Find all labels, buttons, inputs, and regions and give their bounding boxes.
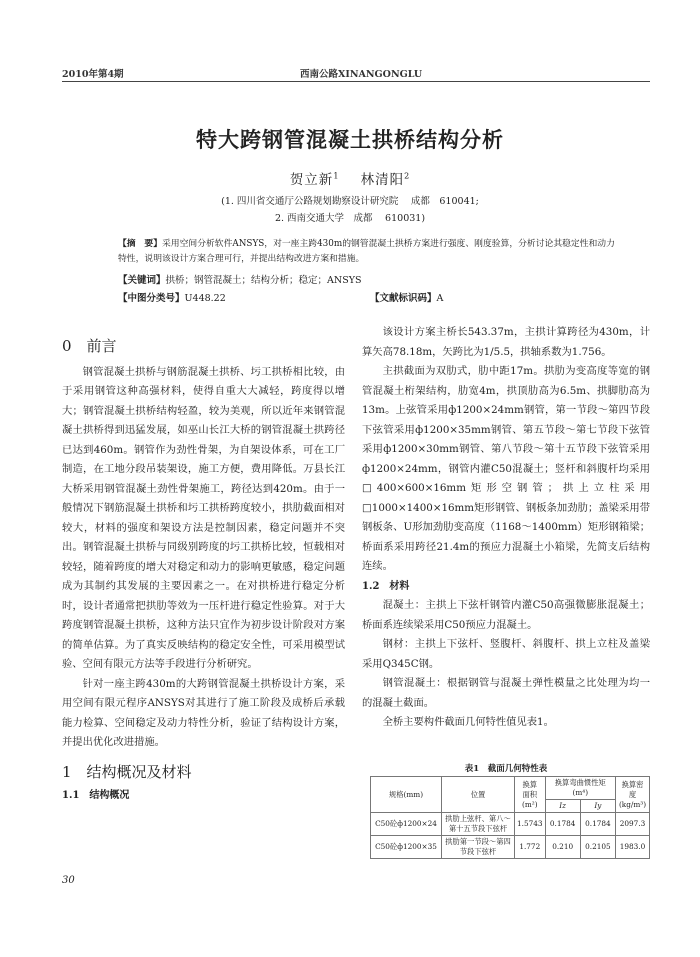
table-header-density [616, 777, 650, 813]
density-line-2: (kg/m³) [618, 799, 647, 809]
area-line-1: 换算 [522, 779, 538, 789]
doc-code-label: 【文献标识码】 [370, 293, 437, 304]
right-column [362, 323, 650, 733]
table-cell-density: 2097.3 [616, 813, 650, 836]
doc-code-value: A [436, 293, 444, 304]
table-cell-area: 1.5743 [515, 813, 546, 836]
table-cell-density: 1983.0 [616, 836, 650, 859]
table-cell-iz: 0.210 [545, 836, 580, 859]
clc-label: 【中图分类号】 [118, 293, 185, 304]
left-column [62, 337, 345, 806]
right-paragraph-4: 钢材：主拱上下弦杆、竖腹杆、斜腹杆、拱上立柱及盖梁采用Q345C钢。 [362, 638, 650, 670]
section-0-paragraph-2: 针对一座主跨430m的大跨钢管混凝土拱桥设计方案，采用空间有限元程序ANSYS对其进行了施工阶段及成桥后承载能力检算、空间稳定及动力特性分析，验证了结构设计方案，并提出优化改进措施。 [62, 677, 345, 748]
table-header-position: 位置 [442, 777, 515, 813]
keywords [118, 272, 618, 286]
author-2-sup: 2 [404, 171, 411, 181]
table-row [371, 836, 650, 859]
right-paragraph-3: 混凝土：主拱上下弦杆钢管内灌C50高强微膨胀混凝土；桥面系连续梁采用C50预应力混凝土。 [362, 599, 650, 631]
table-cell-iz: 0.1784 [545, 813, 580, 836]
table-header-iz: Iz [545, 800, 580, 813]
table-header-spec: 规格(mm) [371, 777, 442, 813]
author-1: 贺立新 [289, 172, 334, 188]
right-paragraph-1: 该设计方案主桥长543.37m，主拱计算跨径为430m，计算矢高78.18m，矢跨比为1/5.5，拱轴系数为1.756。 [362, 326, 650, 358]
table-row [371, 813, 650, 836]
affiliation-1: (1. 四川省交通厅公路规划勘察设计研究院 成都 610041; [221, 196, 479, 207]
right-paragraph-5: 钢管混凝土：根据钢管与混凝土弹性模量之比处理为均一的混凝土截面。 [362, 677, 650, 709]
section-1-2-heading: 1.2 材料 [362, 580, 410, 592]
abstract-text: 采用空间分析软件ANSYS，对一座主跨430m的钢管混凝土拱桥方案进行强度、刚度验算，分析讨论其稳定性和动力特性，说明该设计方案合理可行，并提出结构改进方案和措施。 [118, 239, 615, 264]
keywords-text: 拱桥；钢管混凝土；结构分析；稳定；ANSYS [165, 275, 362, 286]
table-cell-position: 拱肋上弦杆、第八～第十五节段下弦杆 [442, 813, 515, 836]
table-header-inertia: 换算弯曲惯性矩(m⁴) [545, 777, 615, 800]
abstract [118, 237, 618, 267]
right-paragraph-2: 主拱截面为双肋式，肋中距17m。拱肋为变高度等宽的钢管混凝土桁架结构，肋宽4m，拱顶肋高为6.5m、拱脚肋高为13m。上弦管采用ф1200×24mm钢管，第一节段～第四节段下弦管采用ф1200×35mm钢管、第五节段～第七节段下弦管采用ф1200×30mm钢管、第八节段～第十五节段下弦管采用ф1200×24mm，钢管内灌C50混凝土；竖杆和斜腹杆均采用□400×600×16mm矩形空钢管；拱上立柱采用□1000×1400×16mm矩形钢管、钢板条加劲肋；盖梁采用带钢板条、U形加劲肋变高度（1168～1400mm）矩形钢箱梁；桥面系采用跨径21.4m的预应力混凝土小箱梁，先简支后结构连续。 [362, 365, 650, 572]
clc-value: U448.22 [184, 293, 226, 304]
affiliation-2: 2. 西南交通大学 成都 610031) [274, 213, 426, 224]
density-line-1: 换算密度 [621, 779, 644, 799]
table-cell-iy: 0.1784 [580, 813, 615, 836]
table-cell-position: 拱肋第一节段～第四节段下弦杆 [442, 836, 515, 859]
table-cell-spec: C50砼ф1200×24 [371, 813, 442, 836]
table-cell-spec: C50砼ф1200×35 [371, 836, 442, 859]
paper-title: 特大跨钢管混凝土拱桥结构分析 [196, 127, 504, 152]
author-2: 林清阳 [360, 172, 405, 188]
abstract-label: 【摘 要】 [118, 239, 162, 249]
area-line-2: 面积 [522, 789, 538, 799]
header-rule [62, 81, 650, 82]
area-line-3: (m²) [522, 799, 538, 809]
author-line [0, 168, 700, 188]
header-issue: 2010年第4期 [62, 69, 124, 80]
table-cell-area: 1.772 [515, 836, 546, 859]
section-1-1-heading: 1.1 结构概况 [62, 790, 130, 801]
classification [118, 290, 618, 304]
page-number: 30 [62, 875, 75, 886]
table-header-area [515, 777, 546, 813]
section-0-paragraph-1: 钢管混凝土拱桥与钢筋混凝土拱桥、圬工拱桥相比较，由于采用钢管这种高强材料，使得自重大大减轻，跨度得以增大；钢管混凝土拱桥结构轻盈，较为美观，所以近年来钢管混凝土拱桥得到迅猛发展，如巫山长江大桥的钢管混凝土拱跨径已达到460m。钢管作为劲性骨架，为自架设体系，可在工厂制造，在工地分段吊装架设，施工方便，费用降低。万县长江大桥采用钢管混凝土劲性骨架施工，跨径达到420m。由于一般情况下钢筋混凝土拱桥和圬工拱桥跨度较小，拱肋截面相对较大，材料的强度和架设方法是控制因素，稳定问题并不突出。钢管混凝土拱桥与同级别跨度的圬工拱桥比较，恒载相对较轻，随着跨度的增大对稳定和动力的影响更敏感，稳定问题成为其制约其发展的主要因素之一。在对拱桥进行稳定分析时，设计者通常把拱肋等效为一压杆进行稳定性验算。对于大跨度钢管混凝土拱桥，这种方法只宜作为初步设计阶段对方案的简单估算。为了真实反映结构的稳定安全性，可采用模型试验、空间有限元方法等手段进行分析研究。 [62, 365, 345, 670]
keywords-label: 【关键词】 [118, 275, 166, 286]
right-paragraph-6: 全桥主要构件截面几何特性值见表1。 [382, 716, 554, 728]
author-1-sup: 1 [333, 171, 340, 181]
table-cell-iy: 0.2105 [580, 836, 615, 859]
section-1-heading: 1 结构概况及材料 [62, 762, 192, 781]
table-1 [370, 776, 650, 859]
table-1-caption: 表1 截面几何特性表 [464, 764, 548, 774]
header-journal: 西南公路XINANGONGLU [300, 69, 423, 80]
table-header-iy: Iy [580, 800, 615, 813]
section-0-heading: 0 前言 [62, 337, 117, 355]
doc-code [370, 290, 443, 304]
